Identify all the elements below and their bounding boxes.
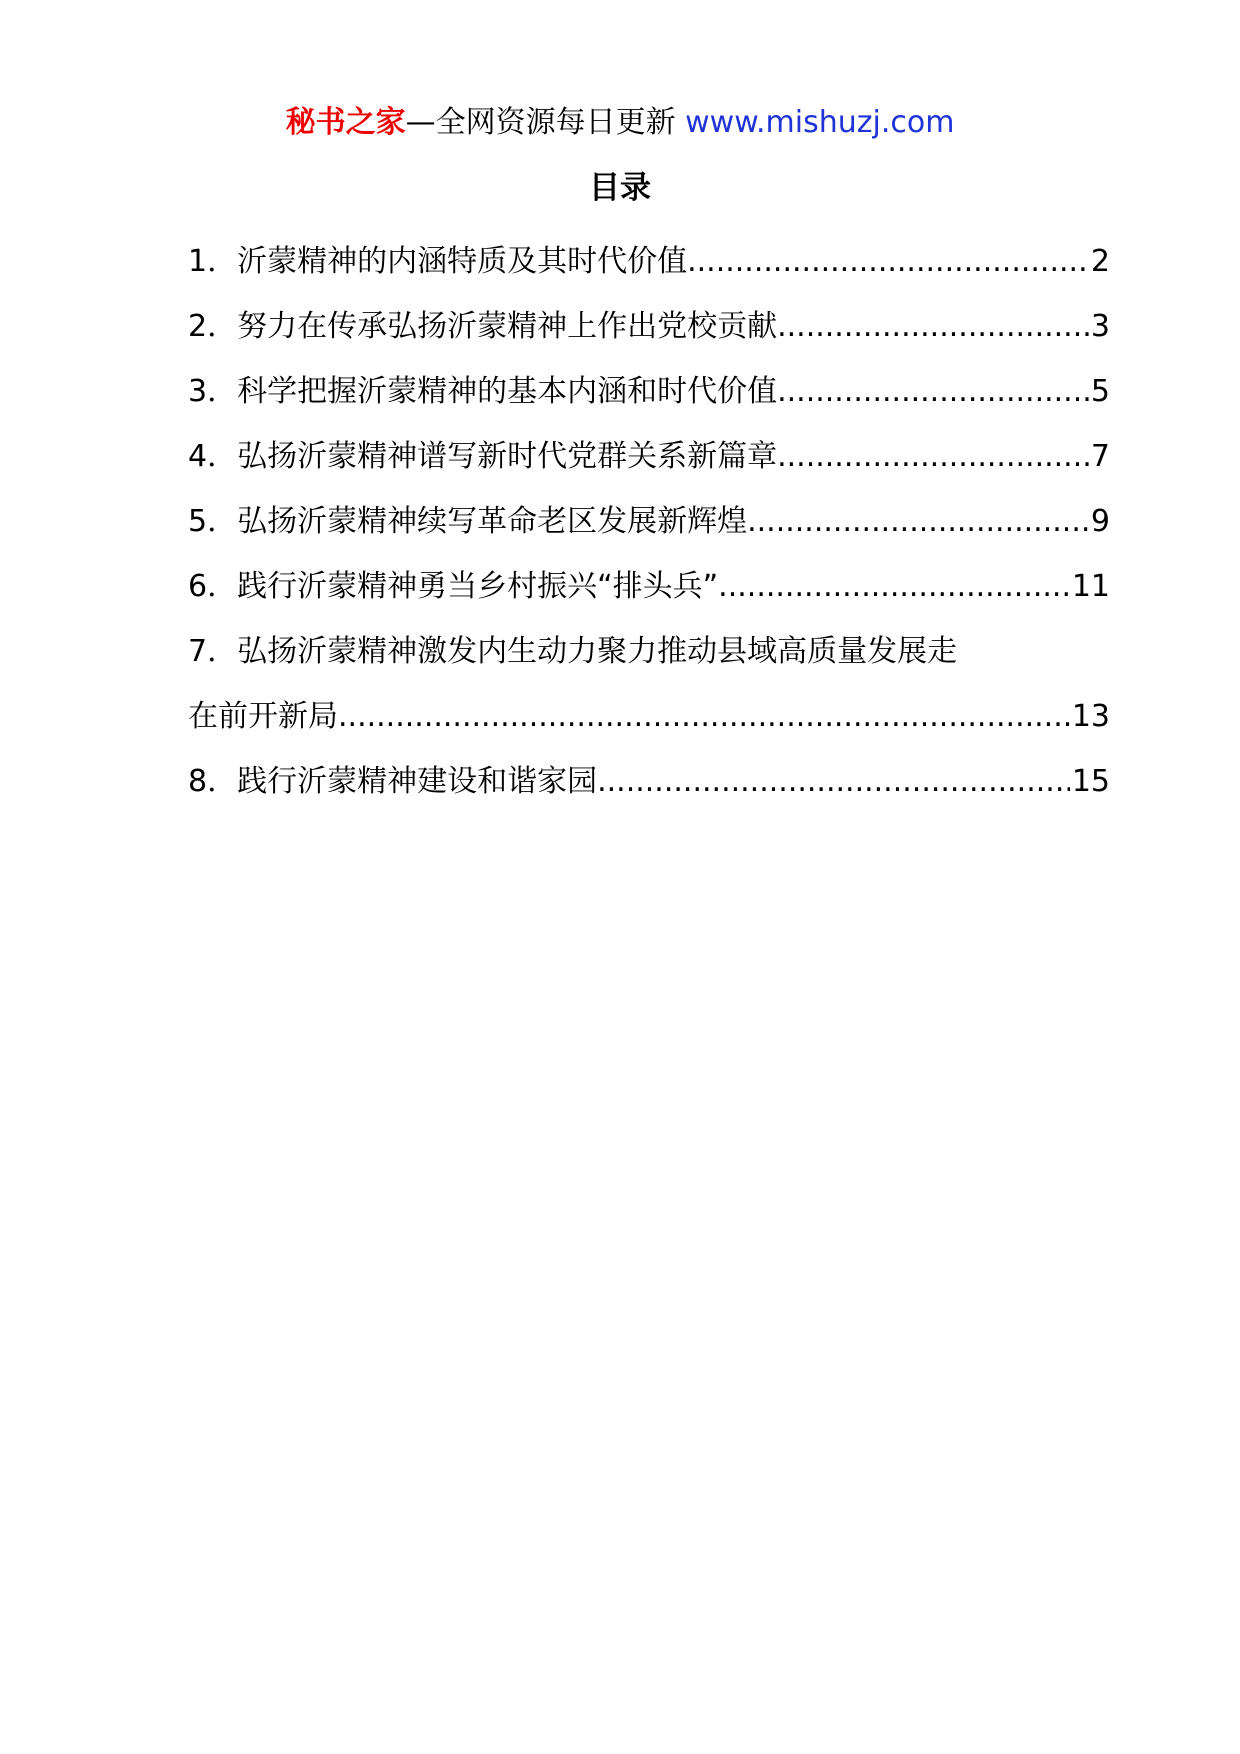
toc-page-number: 5 [1090,374,1110,409]
toc-page-number: 15 [1071,764,1110,799]
toc-entry-2[interactable] [188,294,1110,359]
dot-leader [338,684,1070,749]
toc-entry-5[interactable] [188,489,1110,554]
table-of-contents [188,229,1110,814]
toc-entry-4[interactable] [188,424,1110,489]
dot-leader [777,294,1089,359]
toc-page-number: 13 [1071,699,1110,734]
toc-entry-8[interactable] [188,749,1110,814]
toc-title: 目录 [589,170,651,206]
toc-entry-7-continuation [188,684,1110,749]
toc-entry-text: 4．弘扬沂蒙精神谱写新时代党群关系新篇章 [188,439,778,474]
toc-page-number: 3 [1090,309,1110,344]
dot-leader [687,229,1089,294]
toc-entry-text: 2．努力在传承弘扬沂蒙精神上作出党校贡献 [188,309,778,344]
dot-leader [747,489,1089,554]
toc-entry-6[interactable] [188,554,1110,619]
toc-entry-text: 1．沂蒙精神的内涵特质及其时代价值 [188,244,688,279]
header-slogan: —全网资源每日更新 [405,105,676,140]
toc-entry-text: 3．科学把握沂蒙精神的基本内涵和时代价值 [188,374,778,409]
website-link[interactable]: www.mishuzj.com [685,105,955,140]
toc-page-number: 2 [1090,244,1110,279]
toc-entry-text-line2: 在前开新局 [188,699,338,734]
dot-leader [718,554,1070,619]
dot-leader [597,749,1070,814]
toc-page-number: 11 [1071,569,1110,604]
dot-leader [777,424,1089,489]
toc-page-number: 7 [1090,439,1110,474]
toc-entry-3[interactable] [188,359,1110,424]
dot-leader [777,359,1089,424]
toc-entry-text: 8．践行沂蒙精神建设和谐家园 [188,764,598,799]
page-header [0,100,1240,146]
brand-name: 秘书之家 [285,105,406,140]
toc-page-number: 9 [1090,504,1110,539]
toc-entry-1[interactable] [188,229,1110,294]
toc-entry-text: 6．践行沂蒙精神勇当乡村振兴“排头兵” [188,569,719,604]
toc-entry-text-line1: 7．弘扬沂蒙精神激发内生动力聚力推动县域高质量发展走 [188,634,958,669]
toc-entry-text: 5．弘扬沂蒙精神续写革命老区发展新辉煌 [188,504,748,539]
toc-entry-7[interactable] [188,619,1110,749]
